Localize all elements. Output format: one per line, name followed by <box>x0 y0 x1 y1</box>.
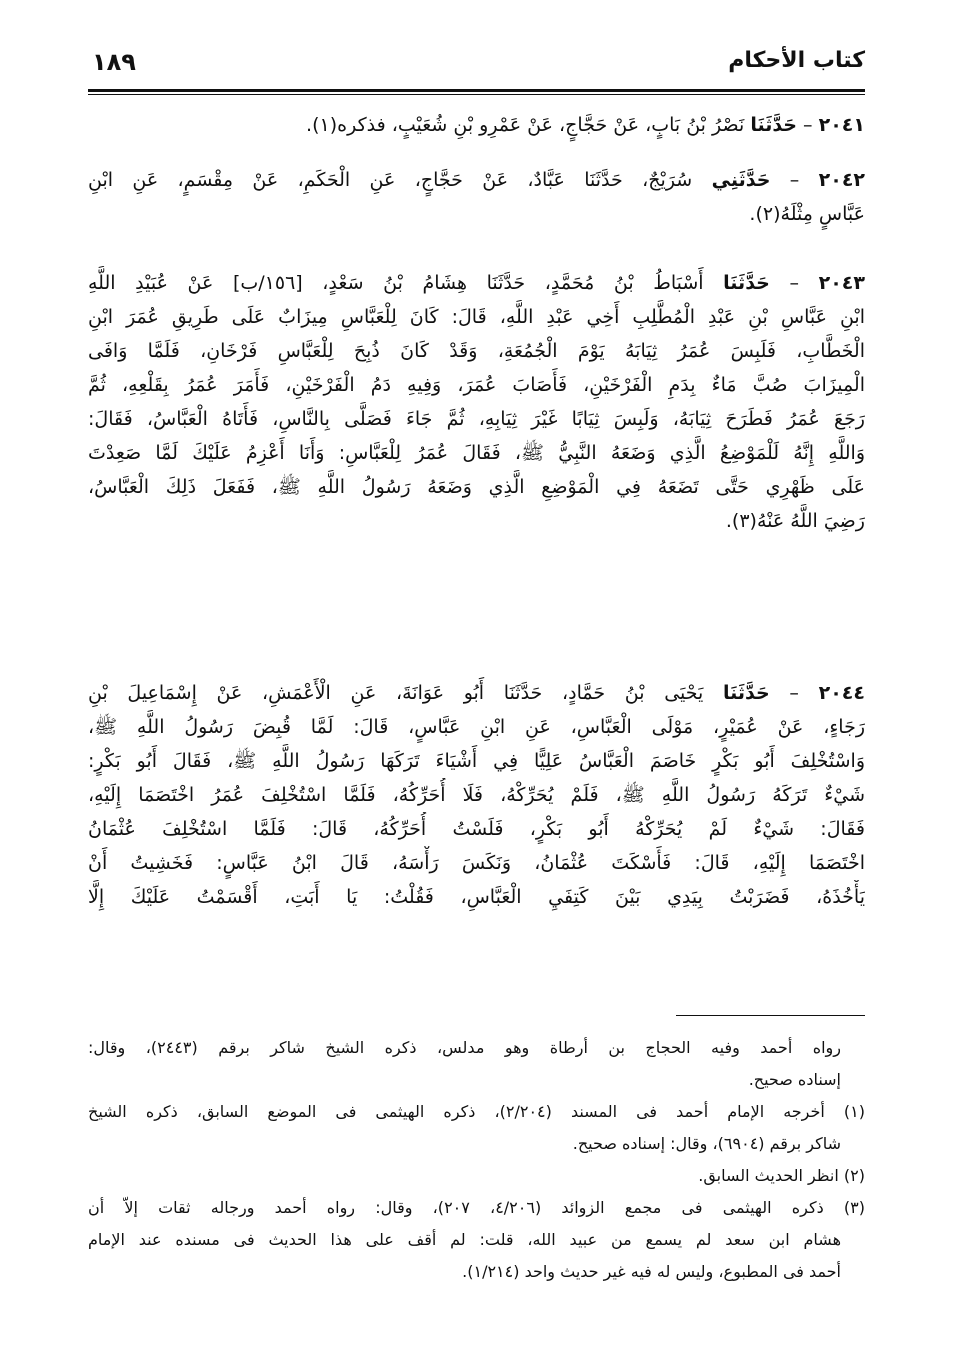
hadith-text: سُرَيْجٌ، حَدَّثَنَا عَبَّادٌ، عَنْ حَجَّاجٍ، عَنِ الْحَكَمِ، عَنْ مِقْسَمٍ، عَنِ ابْنِ <box>88 169 693 191</box>
book-title: كتاب الأحكام <box>728 48 865 73</box>
hadith-number: ٢٠٤٤ <box>818 682 865 704</box>
footnote-line: شاكر برقم (٦٩٠٤)، وقال: إسناده صحيح. <box>572 1134 841 1153</box>
hadith-number: ٢٠٤١ <box>818 114 865 136</box>
hadith-first-line: ٢٠٤١ – حَدَّثَنَا نَصْرُ بْنُ بَابٍ، عَنْ حَجَّاجٍ، عَنْ عَمْرِو بْنِ شُعَيْبٍ، فذكره(١). <box>306 114 865 136</box>
hadith-text: نَصْرُ بْنُ بَابٍ، عَنْ حَجَّاجٍ، عَنْ عَمْرِو بْنِ شُعَيْبٍ، فذكره(١). <box>306 114 745 136</box>
hadith-line: رَجَعَ عُمَرُ فَطَرَحَ ثِيَابَهُ، وَلَبِسَ ثِيَابًا غَيْرَ ثِيَابِهِ، ثُمَّ جَاءَ فَصَلَّى بِالنَّاسِ، فَأَتَاهُ الْعَبَّاسُ، فَقَالَ: <box>88 408 865 430</box>
hadith-line: الْخَطَّابِ، فَلَبِسَ عُمَرُ ثِيَابَهُ يَوْمَ الْجُمُعَةِ، وَقَدْ كَانَ ذُبِحَ لِلْعَبَّاسِ فَرْخَانِ، فَلَمَّا وَافَى <box>88 340 865 362</box>
footnotes <box>88 1032 865 1288</box>
hadith-text: يَحْيَى بْنُ حَمَّادٍ، حَدَّثَنَا أَبُو عَوَانَةَ، عَنِ الْأَعْمَشِ، عَنْ إِسْمَاعِيلَ بْنِ <box>88 682 704 704</box>
hadith-first-line: ٢٠٤٤ – حَدَّثَنَا يَحْيَى بْنُ حَمَّادٍ، حَدَّثَنَا أَبُو عَوَانَةَ، عَنِ الْأَعْمَشِ، عَنْ إِسْمَاعِيلَ بْنِ <box>88 682 865 704</box>
footnote-line: (١) أخرجه الإمام أحمد فى المسند (٢/٢٠٤)، ذكره الهيثمى فى الموضع السابق، ذكره الشيخ <box>88 1102 865 1121</box>
footnote-line: رواه أحمد وفيه الحجاج بن أرطاة وهو مدلس، ذكره الشيخ شاكر برقم (٢٤٤٣)، وقال: <box>88 1038 841 1057</box>
hadith-line: فَقَالَ: شَيْءٌ لَمْ يُحَرِّكْهُ أَبُو بَكْرٍ، فَلَسْتُ أُحَرِّكُهُ، قَالَ: فَلَمَّا اسْتُخْلِفَ عُثْمَانُ <box>88 818 865 840</box>
hadith-line: وَاسْتُخْلِفَ أَبُو بَكْرٍ خَاصَمَ الْعَبَّاسُ عَلِيًّا فِي أَشْيَاءَ تَرَكَهَا رَسُولُ اللَّهِ ﷺ، فَقَالَ أَبُو بَكْرٍ: <box>88 750 865 772</box>
footnote-line: إسناده صحيح. <box>748 1070 841 1089</box>
hadith-line: ابْنِ عَبَّاسِ بْنِ عَبْدِ الْمُطَّلِبِ أَخِي عَبْدِ اللَّهِ، قَالَ: كَانَ لِلْعَبَّاسِ مِيزَابٌ عَلَى طَرِيقِ عُمَرَ ابْنِ <box>88 306 865 328</box>
hadith-number: ٢٠٤٢ <box>818 169 865 191</box>
narration-lead: حَدَّثَنَا <box>750 114 798 136</box>
hadith-line: رَضِيَ اللَّهُ عَنْهُ(٣). <box>725 510 865 532</box>
hadith-line: الْمِيزَابَ صُبَّ مَاءٌ بِدَمِ الْفَرْخَيْنِ، فَأَصَابَ عُمَرَ، وَفِيهِ دَمُ الْفَرْخَيْنِ، فَأَمَرَ عُمَرُ بِقَلْعِهِ، ثُمَّ <box>88 374 865 396</box>
narration-lead: حَدَّثَنَا <box>723 272 770 294</box>
page-number: ١٨٩ <box>92 48 136 76</box>
header-rule-thin <box>88 94 865 95</box>
hadith-line: عَلَى ظَهْرِي حَتَّى تَضَعَهُ فِي الْمَوْضِعِ الَّذِي وَضَعَهُ رَسُولُ اللَّهِ ﷺ، فَفَعَلَ ذَلِكَ الْعَبَّاسُ، <box>88 476 865 498</box>
hadith-number: ٢٠٤٣ <box>818 272 865 294</box>
footnote-line: أحمد فى المطبوع، وليس له فيه غير حديث واحد (١/٢١٤). <box>462 1262 841 1281</box>
narration-lead: حَدَّثَنِي <box>711 169 771 191</box>
hadith-line: شَيْءٌ تَرَكَهُ رَسُولُ اللَّهِ ﷺ، فَلَمْ يُحَرِّكْهُ، فَلَا أُحَرِّكُهُ، فَلَمَّا اسْتُخْلِفَ عُمَرُ اخْتَصَمَا إِلَيْهِ، <box>88 784 865 806</box>
hadith-first-line: ٢٠٤٣ – حَدَّثَنَا أَسْبَاطُ بْنُ مُحَمَّدٍ، حَدَّثَنَا هِشَامُ بْنُ سَعْدٍ، [١٥٦/ب] عَنْ عُبَيْدِ اللَّهِ <box>88 272 865 294</box>
hadith-2043 <box>88 266 865 538</box>
hadith-text: أَسْبَاطُ بْنُ مُحَمَّدٍ، حَدَّثَنَا هِشَامُ بْنُ سَعْدٍ، [١٥٦/ب] عَنْ عُبَيْدِ اللَّهِ <box>88 272 704 294</box>
narration-lead: حَدَّثَنَا <box>723 682 770 704</box>
hadith-line: يَأْخُذَهُ، فَضَرَبْتُ بِيَدِي بَيْنَ كَتِفَيِ الْعَبَّاسِ، فَقُلْتُ: يَا أَبَتِ، أَقْسَمْتُ عَلَيْكَ إِلَّا <box>88 886 865 908</box>
hadith-line: عَبَّاسٍ مِثْلَهُ(٢). <box>749 203 865 225</box>
hadith-line: اخْتَصَمَا إِلَيْهِ، قَالَ: فَأَسْكَتَ عُثْمَانُ، وَنَكَسَ رَأْسَهُ، قَالَ ابْنُ عَبَّاسٍ: فَخَشِيتُ أَنْ <box>88 852 865 874</box>
hadith-line: رَجَاءٍ، عَنْ عُمَيْرٍ، مَوْلَى الْعَبَّاسِ، عَنِ ابْنِ عَبَّاسٍ، قَالَ: لَمَّا قُبِضَ رَسُولُ اللَّهِ ﷺ، <box>88 716 865 738</box>
footnote-rule <box>676 1015 865 1016</box>
hadith-line: وَاللَّهِ إِنَّهُ لَلْمَوْضِعُ الَّذِي وَضَعَهُ النَّبِيُّ ﷺ، فَقَالَ عُمَرُ لِلْعَبَّاسِ: وَأَنَا أَعْزِمُ عَلَيْكَ لَمَّا صَعِدْتَ <box>88 442 865 464</box>
header-rule <box>88 89 865 92</box>
footnote-line: هشام ابن سعد لم يسمع من عبيد الله، قلت: لم أقف على هذا الحديث فى مسنده عند الإمام <box>88 1230 841 1249</box>
footnote-line: (٣) ذكره الهيثمى فى مجمع الزوائد (٤/٢٠٦، ٢٠٧)، وقال: رواه أحمد ورجاله ثقات إلاّ أن <box>88 1198 865 1217</box>
running-header <box>88 48 865 84</box>
hadith-2042 <box>88 163 865 231</box>
hadith-first-line: ٢٠٤٢ – حَدَّثَنِي سُرَيْجٌ، حَدَّثَنَا عَبَّادٌ، عَنْ حَجَّاجٍ، عَنِ الْحَكَمِ، عَنْ مِقْسَمٍ، عَنِ ابْنِ <box>88 169 865 191</box>
hadith-2041 <box>88 108 865 142</box>
footnote-line: (٢) انظر الحديث السابق. <box>698 1166 865 1185</box>
hadith-2044 <box>88 676 865 914</box>
